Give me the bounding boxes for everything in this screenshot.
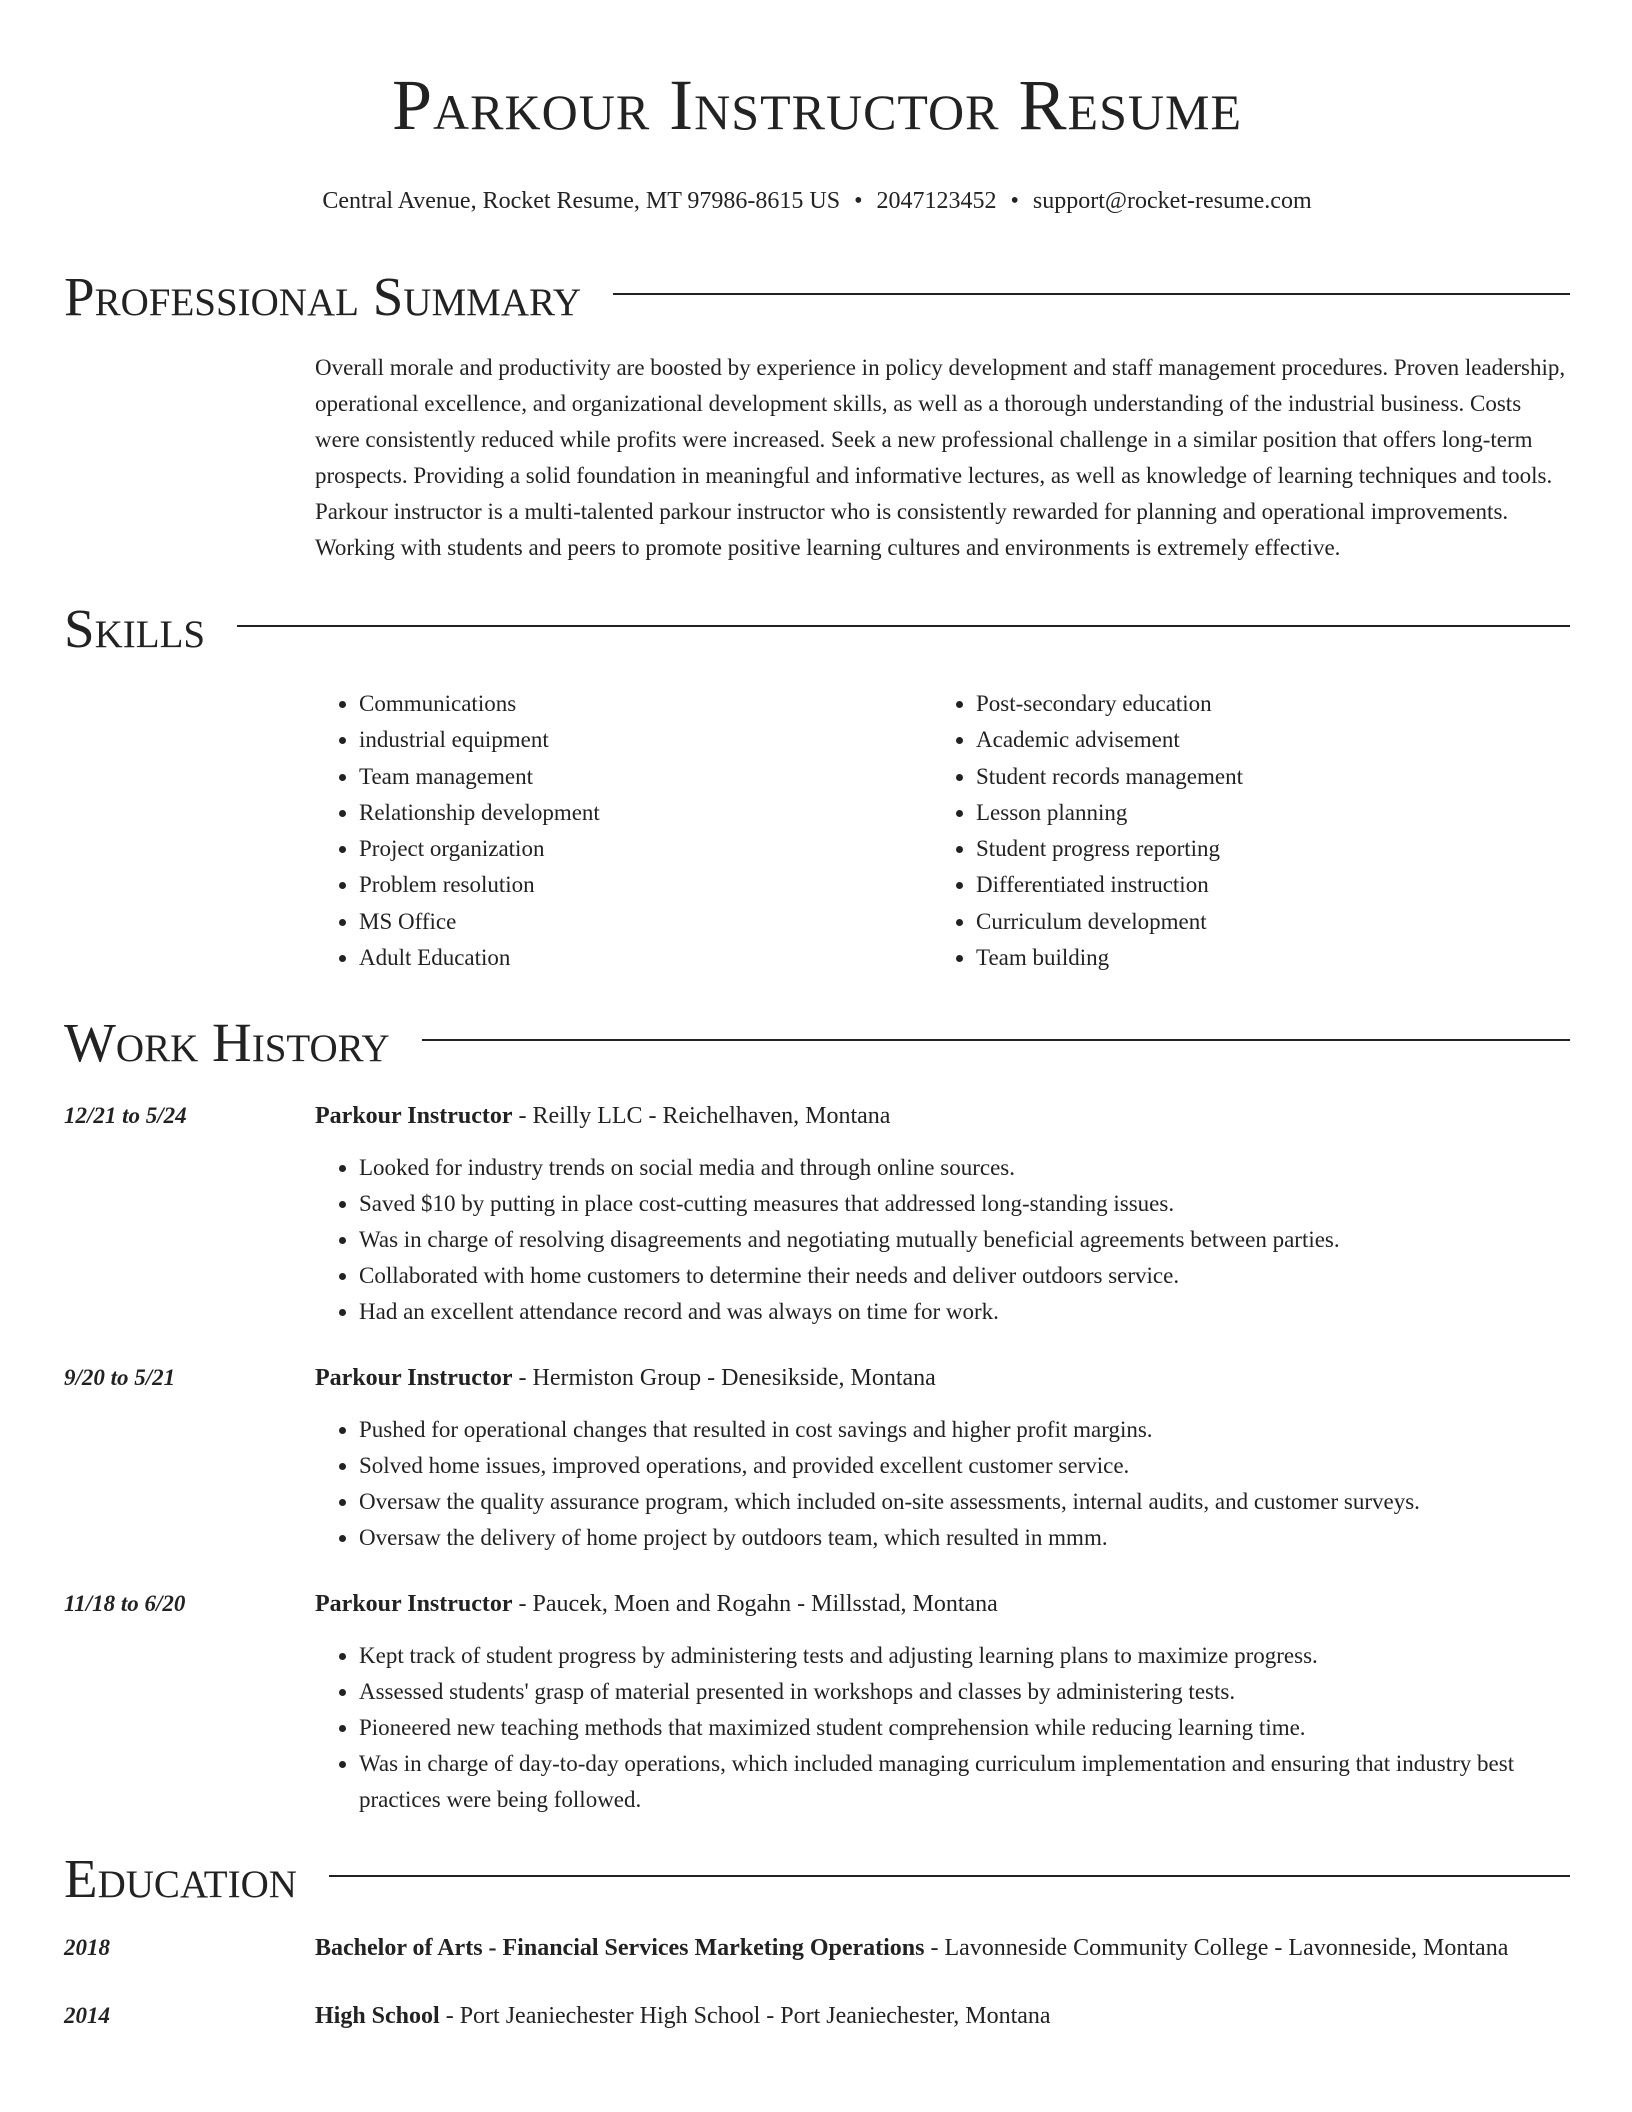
work-bullet: • Solved home issues, improved operations, and provided excellent customer service. <box>359 1448 1570 1484</box>
work-bullet: • Oversaw the delivery of home project by outdoors team, which resulted in mmm. <box>359 1520 1570 1556</box>
contact-address: Central Avenue, Rocket Resume, MT 97986-8615 US <box>322 188 841 214</box>
section-divider <box>329 1875 1570 1877</box>
work-bullets <box>315 1412 1570 1556</box>
work-title-line <box>315 1098 1570 1134</box>
work-bullet: • Looked for industry trends on social media and through online sources. <box>359 1150 1570 1186</box>
skills-column-right <box>932 686 1549 976</box>
work-section-header <box>64 1008 1570 1078</box>
work-role: Parkour Instructor <box>315 1591 513 1618</box>
education-entry-body <box>315 1928 1570 1968</box>
skills-column-left <box>315 686 932 976</box>
skills-section-header <box>64 594 1570 664</box>
skills-list <box>315 686 1570 976</box>
work-bullet: • Collaborated with home customers to determine their needs and deliver outdoors service. <box>359 1258 1570 1294</box>
contact-line <box>64 186 1570 216</box>
work-bullet: • Pioneered new teaching methods that maximized student comprehension while reducing learning time. <box>359 1710 1570 1746</box>
work-bullet: • Saved $10 by putting in place cost-cutting measures that addressed long-standing issues. <box>359 1186 1570 1222</box>
education-degree: Bachelor of Arts - Financial Services Marketing Operations <box>315 1935 925 1962</box>
skill-item: • Lesson planning <box>976 795 1549 831</box>
contact-separator: • <box>1010 188 1019 214</box>
work-title-line <box>315 1360 1570 1396</box>
work-dates: 12/21 to 5/24 <box>64 1103 187 1129</box>
work-bullets <box>315 1638 1570 1818</box>
work-role: Parkour Instructor <box>315 1365 513 1392</box>
skill-item: • Academic advisement <box>976 722 1549 758</box>
work-bullet: • Oversaw the quality assurance program, which included on-site assessments, internal audits, and customer surveys. <box>359 1484 1570 1520</box>
contact-phone: 2047123452 <box>876 188 997 214</box>
skill-item: • Team management <box>359 759 932 795</box>
work-bullets <box>315 1150 1570 1330</box>
contact-email: support@rocket-resume.com <box>1032 188 1312 214</box>
education-section-header <box>64 1844 1570 1914</box>
summary-section-title: Professional Summary <box>64 266 582 327</box>
work-bullet: • Was in charge of day-to-day operations, which included managing curriculum implementation and ensuring that industry best practices were being followed. <box>359 1746 1570 1818</box>
work-dates: 9/20 to 5/21 <box>64 1365 176 1391</box>
skill-item: • Project organization <box>359 831 932 867</box>
education-entry <box>64 1996 1570 2036</box>
resume-page <box>64 0 1570 2036</box>
education-entry-body <box>315 1996 1570 2036</box>
resume-header <box>64 0 1570 216</box>
education-school: - Lavonneside Community College - Lavonneside, Montana <box>924 1935 1509 1962</box>
education-entry <box>64 1928 1570 1968</box>
resume-title: Parkour Instructor Resume <box>392 65 1242 145</box>
education-year: 2018 <box>64 1935 110 1961</box>
skill-item: • Curriculum development <box>976 904 1549 940</box>
skill-item: • Relationship development <box>359 795 932 831</box>
skill-item: • Differentiated instruction <box>976 867 1549 903</box>
work-role: Parkour Instructor <box>315 1103 513 1130</box>
work-title-line <box>315 1586 1570 1622</box>
work-entry-body <box>315 1586 1570 1818</box>
skills-section-title: Skills <box>64 598 206 659</box>
work-entry-body <box>315 1098 1570 1330</box>
work-employer: - Reilly LLC - Reichelhaven, Montana <box>512 1103 891 1130</box>
work-entry-body <box>315 1360 1570 1556</box>
skill-item: • Communications <box>359 686 932 722</box>
work-entry <box>64 1586 1570 1818</box>
work-entry <box>64 1360 1570 1556</box>
education-school: - Port Jeaniechester High School - Port Jeaniechester, Montana <box>439 2003 1051 2030</box>
education-section-title: Education <box>64 1848 297 1910</box>
section-divider <box>613 293 1570 295</box>
skill-item: • Adult Education <box>359 940 932 976</box>
skill-item: • Team building <box>976 940 1549 976</box>
work-bullet: • Kept track of student progress by administering tests and adjusting learning plans to maximize progress. <box>359 1638 1570 1674</box>
contact-separator: • <box>854 188 863 214</box>
work-bullet: • Was in charge of resolving disagreements and negotiating mutually beneficial agreements between parties. <box>359 1222 1570 1258</box>
work-dates: 11/18 to 6/20 <box>64 1591 186 1617</box>
section-divider <box>422 1039 1570 1041</box>
skill-item: • Student records management <box>976 759 1549 795</box>
skill-item: • Problem resolution <box>359 867 932 903</box>
skill-item: • Post-secondary education <box>976 686 1549 722</box>
work-bullet: • Pushed for operational changes that resulted in cost savings and higher profit margins. <box>359 1412 1570 1448</box>
skill-item: • MS Office <box>359 904 932 940</box>
education-year: 2014 <box>64 2003 110 2029</box>
work-bullet: • Had an excellent attendance record and was always on time for work. <box>359 1294 1570 1330</box>
work-employer: - Paucek, Moen and Rogahn - Millsstad, Montana <box>512 1591 998 1618</box>
work-bullet: • Assessed students' grasp of material presented in workshops and classes by administering tests. <box>359 1674 1570 1710</box>
work-section-title: Work History <box>64 1012 390 1074</box>
skill-item: • industrial equipment <box>359 722 932 758</box>
summary-text: Overall morale and productivity are boosted by experience in policy development and staff management procedures. Proven leadership, operational excellence, and organizational development skills, as well as a thorough understanding of the industrial business. Costs were consistently reduced while profits were increased. Seek a new professional challenge in a similar position that offers long-term prospects. Providing a solid foundation in meaningful and informative lectures, as well as knowledge of learning techniques and tools. Parkour instructor is a multi-talented parkour instructor who is consistently rewarded for planning and operational improvements. Working with students and peers to promote positive learning cultures and environments is extremely effective. <box>315 355 1566 560</box>
skill-item: • Student progress reporting <box>976 831 1549 867</box>
section-divider <box>237 625 1570 627</box>
work-employer: - Hermiston Group - Denesikside, Montana <box>512 1365 936 1392</box>
work-entry <box>64 1098 1570 1330</box>
summary-section-header <box>64 262 1570 332</box>
education-degree: High School <box>315 2003 440 2030</box>
